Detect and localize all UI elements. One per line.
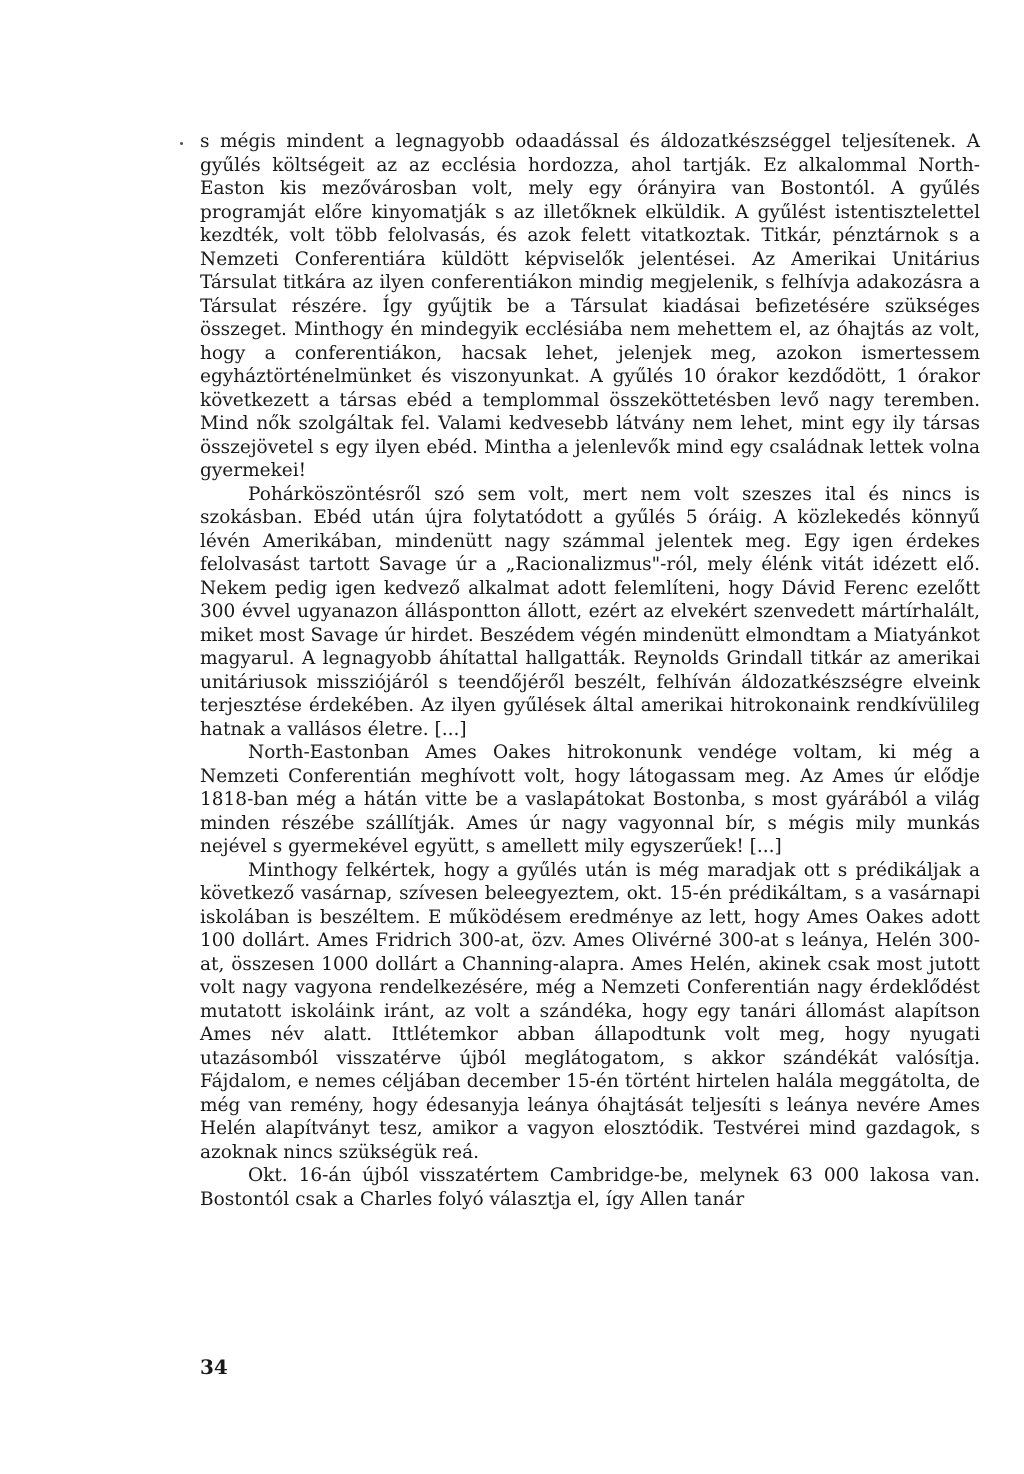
page-number: 34 — [200, 1355, 228, 1379]
paragraph: Okt. 16-án újból visszatértem Cambridge-be, melynek 63 000 lakosa van. Bostontól csak a Charles folyó választja el, így Allen tanár — [200, 1165, 980, 1210]
page-body — [200, 130, 980, 1211]
paragraph: North-Eastonban Ames Oakes hitrokonunk vendége voltam, ki még a Nemzeti Conferentián meghívott volt, hogy látogassam meg. Az Ames úr elődje 1818-ban még a hátán vitte be a vaslapátokat Bostonba, s most gyárából a világ minden részébe szállítják. Ames úr nagy vagyonnal bír, s mégis mily munkás nejével s gyermekével együtt, s amellett mily egyszerűek! [...] — [200, 742, 980, 857]
paragraph: Pohárköszöntésről szó sem volt, mert nem volt szeszes ital és nincs is szokásban. Ebéd után újra folytatódott a gyűlés 5 óráig. A közlekedés könnyű lévén Amerikában, mindenütt nagy számmal jelentek meg. Egy igen érdekes felolvasást tartott Savage úr a „Racionalizmus"-ról, mely élénk vitát idézett elő. Nekem pedig igen kedvező alkalmat adott felemlíteni, hogy Dávid Ferenc ezelőtt 300 évvel ugyanazon álláspontton állott, ezért az elvekért szenvedett mártírhalált, miket most Savage úr hirdet. Beszédem végén mindenütt elmondtam a Miatyánkot magyarul. A legnagyobb áhítattal hallgatták. Reynolds Grindall titkár az amerikai unitáriusok missziójáról s teendőjéről beszélt, felhíván áldozatkészségre elveink terjesztése érdekében. Az ilyen gyűlések által amerikai hitrokonaink rendkívülileg hatnak a vallásos életre. [...] — [200, 483, 980, 740]
margin-mark — [180, 142, 183, 145]
paragraph: s mégis mindent a legnagyobb odaadással és áldozatkészséggel teljesítenek. A gyűlés költségeit az az ecclésia hordozza, ahol tartják. Ez alkalommal North-Easton kis mezővárosban volt, mely egy órányira van Bostontól. A gyűlés programját előre kinyomatják s az illetőknek elküldik. A gyűlést istentisztelettel kezdték, volt több felolvasás, és azok felett vitatkoztak. Titkár, pénztárnok s a Nemzeti Conferentiára küldött képviselők jelentései. Az Amerikai Unitárius Társulat titkára az ilyen conferentiákon mindig megjelenik, s felhívja adakozásra a Társulat részére. Így gyűjtik be a Társulat kiadásai befizetésére szükséges összeget. Minthogy én mindegyik ecclésiába nem mehettem el, az óhajtás az volt, hogy a conferentiákon, hacsak lehet, jelenjek meg, azokon ismertessem egyháztörténelmünket és viszonyunkat. A gyűlés 10 órakor kezdődött, 1 órakor következett a társas ebéd a templommal összeköttetésben levő nagy teremben. Mind nők szolgáltak fel. Valami kedvesebb látvány nem lehet, mint egy ily társas összejövetel s egy ilyen ebéd. Mintha a jelenlevők mind egy családnak lettek volna gyermekei! — [200, 131, 980, 481]
paragraph: Minthogy felkértek, hogy a gyűlés után is még maradjak ott s prédikáljak a következő vasárnap, szívesen beleegyeztem, okt. 15-én prédikáltam, s a vasárnapi iskolában is beszéltem. E működésem eredménye az lett, hogy Ames Oakes adott 100 dollárt. Ames Fridrich 300-at, özv. Ames Olivérné 300-at s leánya, Helén 300-at, összesen 1000 dollárt a Channing-alapra. Ames Helén, akinek csak most jutott volt nagy vagyona rendelkezésére, még a Nemzeti Conferentián nagy érdeklődést mutatott iskoláink iránt, az volt a szándéka, hogy egy tanári állomást alapítson Ames név alatt. Ittlétemkor abban állapodtunk volt meg, hogy nyugati utazásomból visszatérve újból meglátogatom, s akkor szándékát valósítja. Fájdalom, e nemes céljában december 15-én történt hirtelen halála meggátolta, de még van remény, hogy édesanyja leánya óhajtását teljesíti s leánya nevére Ames Helén alapítványt tesz, amikor a vagyon elosztódik. Testvérei mind gazdagok, s azoknak nincs szükségük reá. — [200, 859, 980, 1163]
